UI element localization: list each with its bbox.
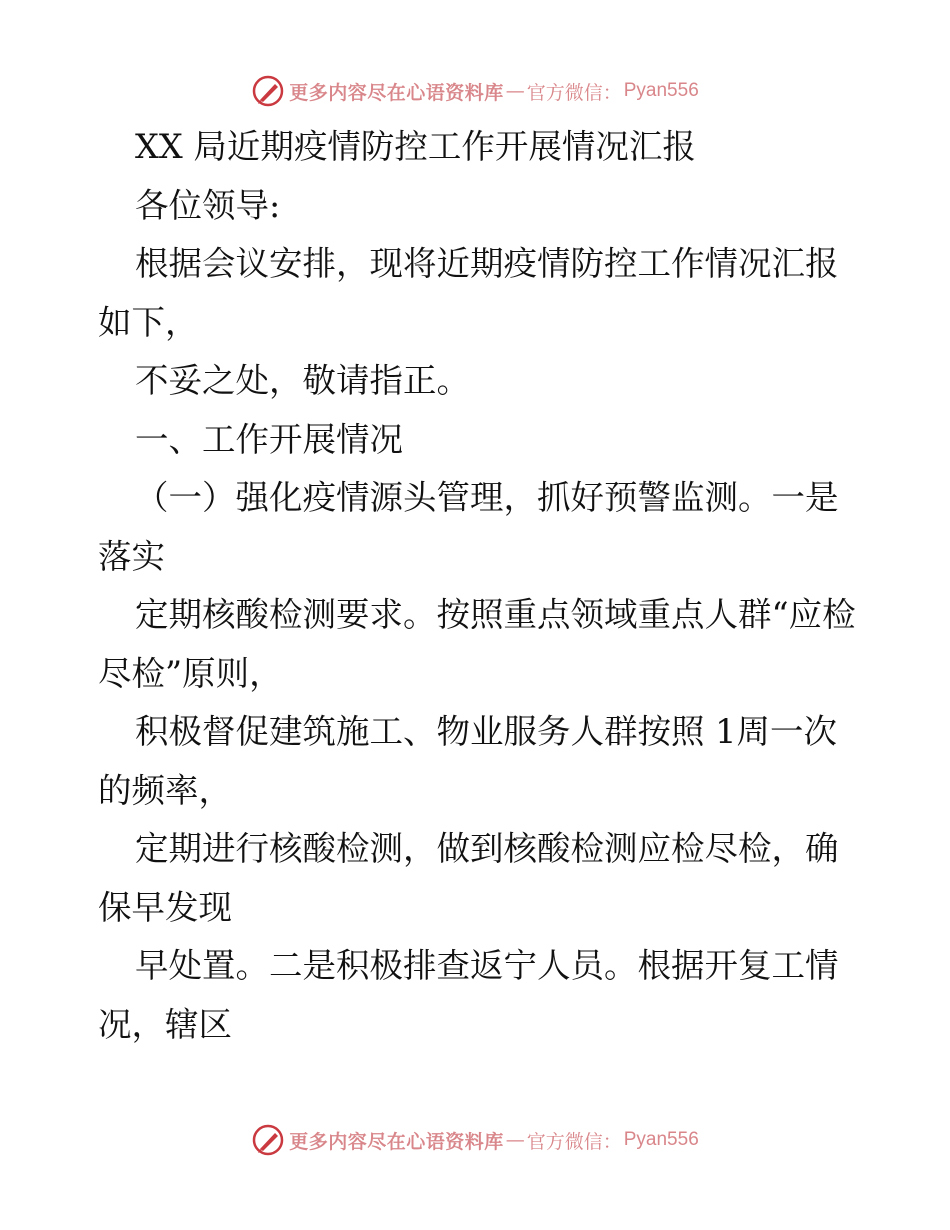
watermark-dash: —	[505, 80, 525, 102]
watermark-label: 官方微信：	[526, 1130, 622, 1153]
paragraph: 定期核酸检测要求。按照重点领域重点人群“应检尽检”原则，	[98, 595, 856, 693]
watermark-id: Pyan556	[623, 80, 699, 101]
paragraph: 根据会议安排，现将近期疫情防控工作情况汇报如下，	[98, 244, 839, 342]
paragraph: 早处置。二是积极排查返宁人员。根据开复工情况，辖区	[98, 946, 839, 1044]
watermark-id: Pyan556	[623, 1129, 699, 1150]
salutation: 各位领导:	[135, 185, 281, 225]
watermark-label: 官方微信：	[526, 81, 622, 104]
paragraph: 不妥之处，敬请指正。	[135, 361, 470, 400]
document-title: XX 局近期疫情防控工作开展情况汇报	[135, 127, 696, 166]
document-body	[98, 118, 858, 1054]
paragraph: 积极督促建筑施工、物业服务人群按照 1周一次的频率，	[98, 712, 837, 810]
pen-logo-icon	[251, 74, 285, 108]
watermark-header	[0, 71, 950, 111]
pen-logo-icon	[251, 1123, 285, 1157]
paragraph: （一）强化疫情源头管理，抓好预警监测。一是落实	[98, 478, 839, 576]
watermark-brand: 更多内容尽在心语资料库	[289, 1130, 504, 1153]
watermark-brand: 更多内容尽在心语资料库	[289, 81, 504, 104]
watermark-dash: —	[505, 1129, 525, 1151]
watermark-footer	[0, 1120, 950, 1160]
paragraph: 定期进行核酸检测，做到核酸检测应检尽检，确保早发现	[98, 829, 839, 927]
section-heading: 一、工作开展情况	[135, 419, 403, 459]
